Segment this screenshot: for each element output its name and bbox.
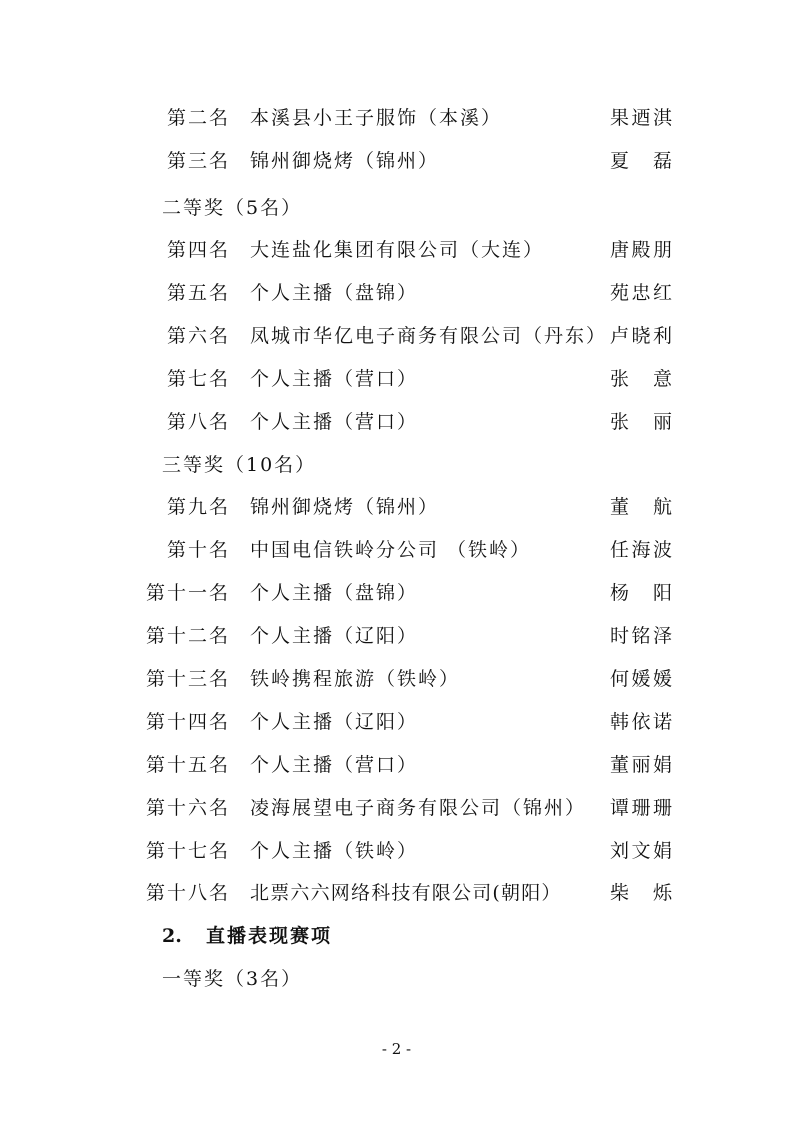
- entry-name: 个人主播（盘锦）: [250, 582, 419, 604]
- winner-name: 谭珊珊: [610, 797, 672, 819]
- first-prize-heading: 一等奖（3名）: [162, 968, 303, 990]
- winner-name: 夏 磊: [610, 150, 672, 172]
- winner-name: 任海波: [610, 539, 672, 561]
- third-prize-heading: 三等奖（10名）: [162, 454, 317, 476]
- entry-name: 中国电信铁岭分公司 （铁岭）: [250, 539, 532, 561]
- second-prize-heading: 二等奖（5名）: [162, 197, 303, 219]
- section-title: 直播表现赛项: [206, 925, 333, 947]
- rank-label: 第四名: [166, 239, 230, 261]
- entry-name: 锦州御烧烤（锦州）: [250, 150, 440, 172]
- winner-name: 柴 烁: [610, 882, 672, 904]
- rank-label: 第十名: [166, 539, 230, 561]
- rank-label: 第六名: [166, 325, 230, 347]
- entry-name: 凌海展望电子商务有限公司（锦州）: [250, 797, 587, 819]
- winner-name: 时铭泽: [610, 625, 672, 647]
- rank-label: 第十六名: [145, 797, 230, 819]
- entry-name: 个人主播（辽阳）: [250, 711, 419, 733]
- winner-name: 苑忠红: [610, 282, 672, 304]
- winner-name: 卢晓利: [610, 325, 672, 347]
- rank-label: 第九名: [166, 496, 230, 518]
- entry-name: 个人主播（营口）: [250, 754, 419, 776]
- rank-label: 第十七名: [145, 840, 230, 862]
- section-heading: [162, 920, 332, 952]
- rank-label: 第十三名: [145, 668, 230, 690]
- entry-name: 本溪县小王子服饰（本溪）: [250, 107, 503, 129]
- entry-name: 大连盐化集团有限公司（大连）: [250, 239, 545, 261]
- page-number: - 2 -: [381, 1040, 412, 1058]
- winner-name: 刘文娟: [610, 840, 672, 862]
- entry-name: 北票六六网络科技有限公司(朝阳）: [250, 882, 562, 904]
- winner-name: 何媛媛: [610, 668, 672, 690]
- rank-label: 第十一名: [145, 582, 230, 604]
- winner-name: 张 意: [610, 368, 672, 390]
- rank-label: 第七名: [166, 368, 230, 390]
- entry-name: 凤城市华亿电子商务有限公司（丹东）: [250, 325, 608, 347]
- winner-name: 张 丽: [610, 411, 672, 433]
- winner-name: 韩依诺: [610, 711, 672, 733]
- entry-name: 个人主播（铁岭）: [250, 840, 419, 862]
- rank-label: 第十四名: [145, 711, 230, 733]
- winner-name: 董丽娟: [610, 754, 672, 776]
- rank-label: 第十八名: [145, 882, 230, 904]
- rank-label: 第八名: [166, 411, 230, 433]
- winner-name: 杨 阳: [610, 582, 672, 604]
- rank-label: 第二名: [166, 107, 230, 129]
- rank-label: 第十五名: [145, 754, 230, 776]
- winner-name: 果迺淇: [610, 107, 672, 129]
- entry-name: 个人主播（营口）: [250, 411, 419, 433]
- section-number: 2.: [162, 925, 182, 947]
- rank-label: 第三名: [166, 150, 230, 172]
- rank-label: 第十二名: [145, 625, 230, 647]
- winner-name: 唐殿朋: [610, 239, 672, 261]
- rank-label: 第五名: [166, 282, 230, 304]
- entry-name: 个人主播（盘锦）: [250, 282, 419, 304]
- entry-name: 个人主播（营口）: [250, 368, 419, 390]
- winner-name: 董 航: [610, 496, 672, 518]
- entry-name: 个人主播（辽阳）: [250, 625, 419, 647]
- entry-name: 锦州御烧烤（锦州）: [250, 496, 440, 518]
- entry-name: 铁岭携程旅游（铁岭）: [250, 668, 461, 690]
